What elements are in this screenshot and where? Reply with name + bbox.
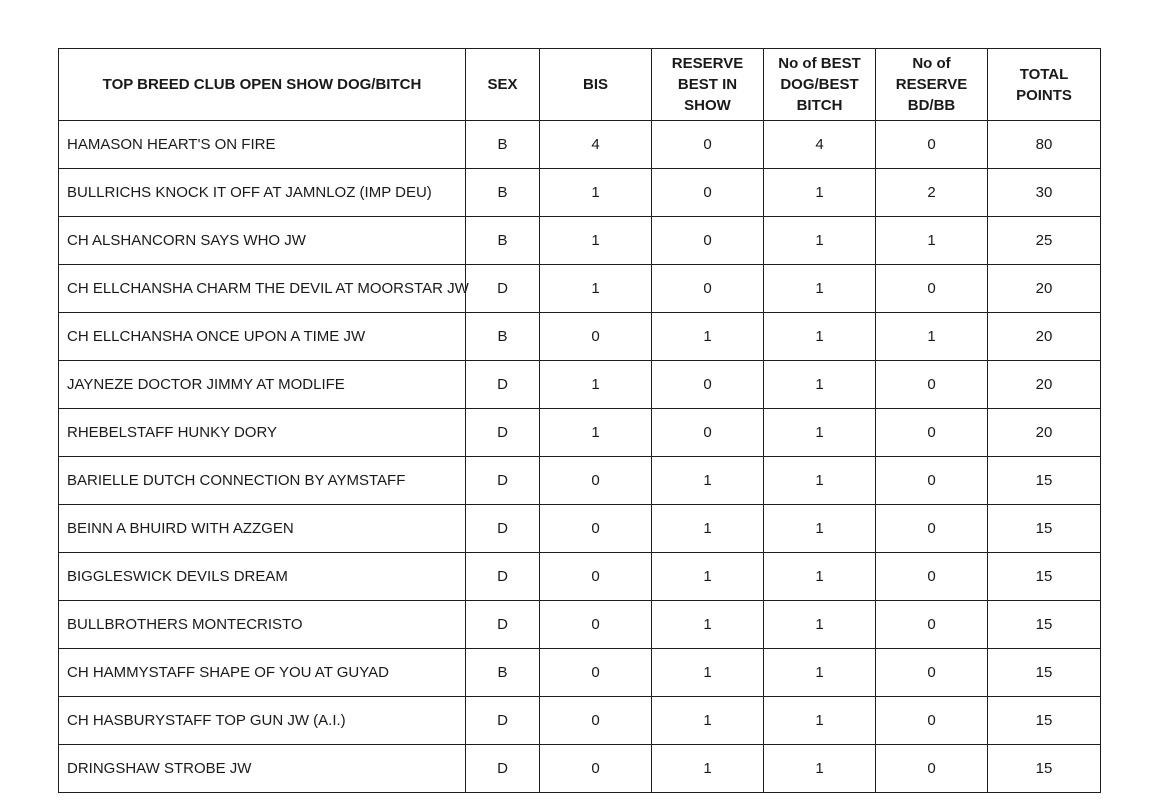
- cell-bis: 0: [540, 505, 652, 553]
- table-row: [59, 361, 1101, 409]
- cell-bis: 1: [540, 169, 652, 217]
- cell-best-dog-best-bitch: 1: [764, 649, 876, 697]
- cell-reserve-best-in-show: 0: [652, 121, 764, 169]
- cell-sex: B: [466, 649, 540, 697]
- table-row: [59, 265, 1101, 313]
- cell-bis: 1: [540, 217, 652, 265]
- cell-bis: 1: [540, 265, 652, 313]
- cell-total-points: 20: [988, 313, 1101, 361]
- cell-reserve-bd-bb: 0: [876, 505, 988, 553]
- cell-sex: D: [466, 505, 540, 553]
- cell-bis: 0: [540, 457, 652, 505]
- cell-reserve-bd-bb: 0: [876, 361, 988, 409]
- cell-total-points: 15: [988, 457, 1101, 505]
- cell-sex: D: [466, 601, 540, 649]
- cell-reserve-best-in-show: 0: [652, 361, 764, 409]
- cell-reserve-best-in-show: 1: [652, 697, 764, 745]
- header-line: TOTAL: [1019, 65, 1069, 83]
- cell-reserve-best-in-show: 1: [652, 601, 764, 649]
- cell-best-dog-best-bitch: 1: [764, 409, 876, 457]
- cell-dog-name: CH ELLCHANSHA ONCE UPON A TIME JW: [59, 313, 466, 361]
- cell-reserve-best-in-show: 1: [652, 457, 764, 505]
- cell-reserve-best-in-show: 0: [652, 169, 764, 217]
- table-row: [59, 553, 1101, 601]
- header-dog-bitch: TOP BREED CLUB OPEN SHOW DOG/BITCH: [59, 49, 466, 121]
- header-reserve-bd-bb: [876, 49, 988, 121]
- results-table: [58, 48, 1101, 793]
- header-total-points: [988, 49, 1101, 121]
- cell-dog-name: RHEBELSTAFF HUNKY DORY: [59, 409, 466, 457]
- cell-reserve-best-in-show: 1: [652, 649, 764, 697]
- cell-total-points: 15: [988, 697, 1101, 745]
- cell-sex: D: [466, 409, 540, 457]
- header-sex: SEX: [466, 49, 540, 121]
- cell-reserve-bd-bb: 0: [876, 457, 988, 505]
- cell-bis: 0: [540, 697, 652, 745]
- cell-total-points: 15: [988, 649, 1101, 697]
- cell-best-dog-best-bitch: 1: [764, 217, 876, 265]
- table-row: [59, 169, 1101, 217]
- cell-reserve-best-in-show: 0: [652, 217, 764, 265]
- cell-reserve-bd-bb: 1: [876, 217, 988, 265]
- cell-best-dog-best-bitch: 1: [764, 697, 876, 745]
- cell-bis: 0: [540, 601, 652, 649]
- header-line: BEST IN: [677, 76, 738, 93]
- table-row: [59, 601, 1101, 649]
- cell-sex: D: [466, 553, 540, 601]
- cell-reserve-bd-bb: 1: [876, 313, 988, 361]
- cell-sex: D: [466, 745, 540, 793]
- cell-reserve-bd-bb: 0: [876, 409, 988, 457]
- cell-best-dog-best-bitch: 1: [764, 169, 876, 217]
- header-bis: BIS: [540, 49, 652, 121]
- cell-total-points: 15: [988, 553, 1101, 601]
- table-row: [59, 313, 1101, 361]
- cell-sex: B: [466, 217, 540, 265]
- cell-total-points: 20: [988, 409, 1101, 457]
- cell-dog-name: CH HASBURYSTAFF TOP GUN JW (A.I.): [59, 697, 466, 745]
- header-line: RESERVE: [895, 76, 968, 93]
- cell-sex: B: [466, 313, 540, 361]
- header-row: [59, 49, 1101, 121]
- cell-dog-name: JAYNEZE DOCTOR JIMMY AT MODLIFE: [59, 361, 466, 409]
- cell-reserve-best-in-show: 1: [652, 505, 764, 553]
- cell-bis: 0: [540, 745, 652, 793]
- cell-bis: 1: [540, 361, 652, 409]
- header-line: No of: [912, 55, 951, 72]
- cell-reserve-best-in-show: 1: [652, 313, 764, 361]
- cell-total-points: 25: [988, 217, 1101, 265]
- cell-best-dog-best-bitch: 1: [764, 265, 876, 313]
- cell-total-points: 15: [988, 505, 1101, 553]
- table-row: [59, 649, 1101, 697]
- cell-dog-name: CH HAMMYSTAFF SHAPE OF YOU AT GUYAD: [59, 649, 466, 697]
- cell-bis: 1: [540, 409, 652, 457]
- cell-sex: D: [466, 457, 540, 505]
- cell-best-dog-best-bitch: 1: [764, 553, 876, 601]
- header-line: SHOW: [684, 97, 731, 114]
- cell-dog-name: BULLBROTHERS MONTECRISTO: [59, 601, 466, 649]
- cell-bis: 4: [540, 121, 652, 169]
- header-line: DOG/BEST: [780, 76, 859, 93]
- cell-reserve-bd-bb: 0: [876, 697, 988, 745]
- header-best-dog-best-bitch: [764, 49, 876, 121]
- cell-total-points: 20: [988, 361, 1101, 409]
- header-line: No of BEST: [778, 55, 861, 72]
- cell-reserve-bd-bb: 0: [876, 649, 988, 697]
- table-row: [59, 217, 1101, 265]
- cell-sex: B: [466, 169, 540, 217]
- cell-best-dog-best-bitch: 1: [764, 601, 876, 649]
- cell-reserve-bd-bb: 0: [876, 745, 988, 793]
- cell-reserve-best-in-show: 1: [652, 745, 764, 793]
- table-row: [59, 121, 1101, 169]
- cell-best-dog-best-bitch: 1: [764, 361, 876, 409]
- cell-reserve-bd-bb: 0: [876, 121, 988, 169]
- cell-reserve-bd-bb: 2: [876, 169, 988, 217]
- cell-bis: 0: [540, 553, 652, 601]
- cell-reserve-best-in-show: 0: [652, 265, 764, 313]
- cell-sex: D: [466, 361, 540, 409]
- cell-sex: D: [466, 697, 540, 745]
- cell-best-dog-best-bitch: 1: [764, 505, 876, 553]
- cell-dog-name: CH ELLCHANSHA CHARM THE DEVIL AT MOORSTAR JW: [59, 265, 466, 313]
- cell-reserve-bd-bb: 0: [876, 553, 988, 601]
- cell-sex: B: [466, 121, 540, 169]
- cell-reserve-bd-bb: 0: [876, 601, 988, 649]
- cell-reserve-best-in-show: 0: [652, 409, 764, 457]
- cell-reserve-bd-bb: 0: [876, 265, 988, 313]
- cell-best-dog-best-bitch: 1: [764, 745, 876, 793]
- cell-dog-name: BIGGLESWICK DEVILS DREAM: [59, 553, 466, 601]
- cell-dog-name: BULLRICHS KNOCK IT OFF AT JAMNLOZ (IMP DEU): [59, 169, 466, 217]
- table-row: [59, 505, 1101, 553]
- header-line: POINTS: [1016, 86, 1072, 104]
- table-body: [59, 121, 1101, 793]
- table-row: [59, 457, 1101, 505]
- cell-best-dog-best-bitch: 1: [764, 457, 876, 505]
- header-line: BD/BB: [907, 97, 956, 114]
- cell-dog-name: BARIELLE DUTCH CONNECTION BY AYMSTAFF: [59, 457, 466, 505]
- cell-total-points: 30: [988, 169, 1101, 217]
- cell-total-points: 15: [988, 745, 1101, 793]
- cell-dog-name: BEINN A BHUIRD WITH AZZGEN: [59, 505, 466, 553]
- results-table-container: [58, 48, 1101, 793]
- cell-bis: 0: [540, 313, 652, 361]
- cell-total-points: 80: [988, 121, 1101, 169]
- header-line: RESERVE: [671, 55, 744, 72]
- table-row: [59, 409, 1101, 457]
- header-reserve-best-in-show: [652, 49, 764, 121]
- cell-best-dog-best-bitch: 4: [764, 121, 876, 169]
- cell-dog-name: DRINGSHAW STROBE JW: [59, 745, 466, 793]
- cell-dog-name: CH ALSHANCORN SAYS WHO JW: [59, 217, 466, 265]
- cell-total-points: 15: [988, 601, 1101, 649]
- cell-sex: D: [466, 265, 540, 313]
- cell-bis: 0: [540, 649, 652, 697]
- cell-total-points: 20: [988, 265, 1101, 313]
- table-row: [59, 745, 1101, 793]
- cell-best-dog-best-bitch: 1: [764, 313, 876, 361]
- cell-reserve-best-in-show: 1: [652, 553, 764, 601]
- header-line: BITCH: [796, 97, 843, 114]
- table-row: [59, 697, 1101, 745]
- cell-dog-name: HAMASON HEART'S ON FIRE: [59, 121, 466, 169]
